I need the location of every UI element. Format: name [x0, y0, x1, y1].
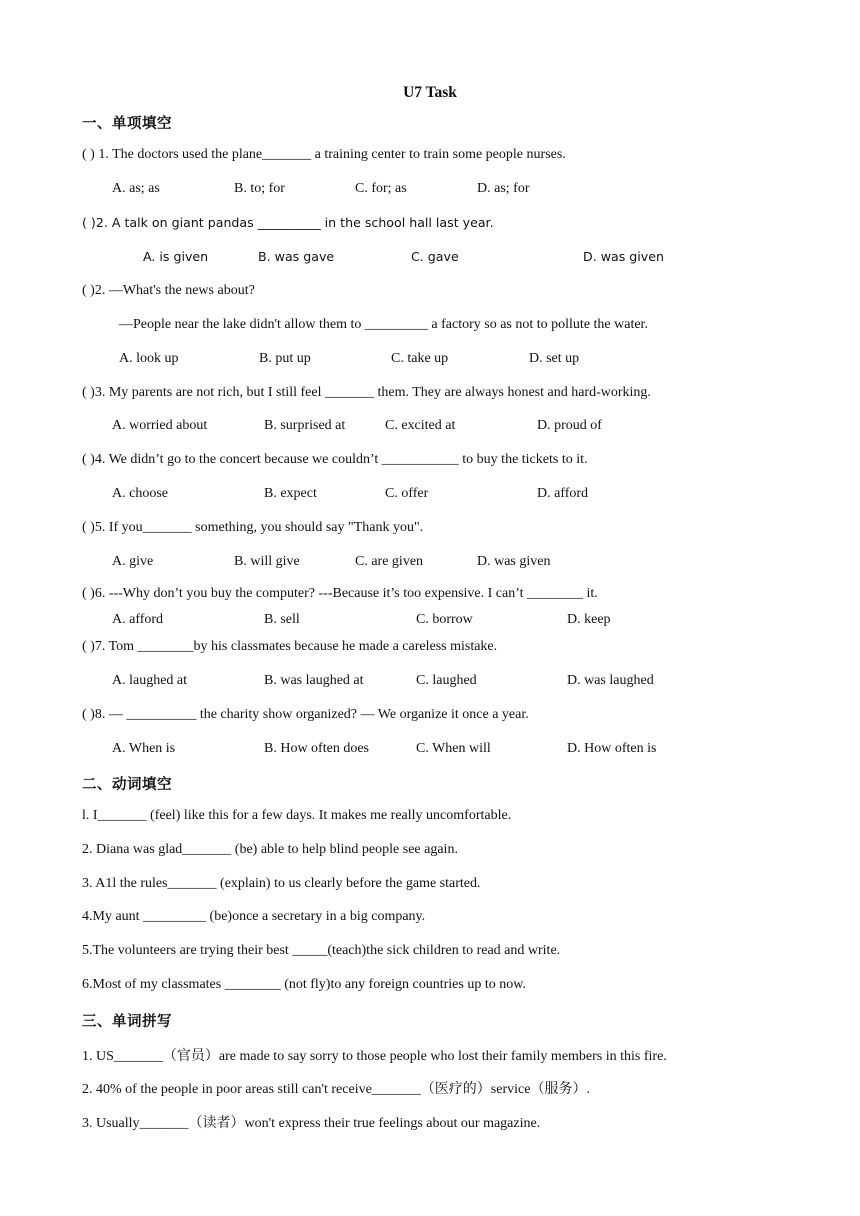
- question-2b-stem: ( )2. —What's the news about?: [82, 283, 255, 298]
- question-3-option-d: D. proud of: [537, 418, 602, 433]
- verb-item: 4.My aunt _________ (be)once a secretary in a big company.: [82, 909, 426, 924]
- question-4-stem: ( )4. We didn’t go to the concert because we couldn’t ___________ to buy the tickets to it.: [82, 452, 588, 467]
- page-title: U7 Task: [403, 84, 457, 101]
- question-7-option-b: B. was laughed at: [264, 673, 364, 688]
- question-3-option-c: C. excited at: [385, 418, 456, 433]
- question-2b-option-c: C. take up: [391, 351, 449, 366]
- question-6-option-b: B. sell: [264, 612, 300, 627]
- question-6-stem: ( )6. ---Why don’t you buy the computer? ---Because it’s too expensive. I can’t ________ it.: [82, 586, 598, 601]
- question-5-option-b: B. will give: [234, 554, 300, 569]
- question-3-stem: ( )3. My parents are not rich, but I still feel _______ them. They are always honest and hard-working.: [82, 385, 651, 400]
- question-3-option-b: B. surprised at: [264, 418, 346, 433]
- question-1-option-c: C. for; as: [355, 181, 407, 196]
- question-8-option-c: C. When will: [416, 741, 491, 756]
- question-7-stem: ( )7. Tom ________by his classmates because he made a careless mistake.: [82, 639, 498, 654]
- section-heading-verb-fill: 二、动词填空: [82, 777, 172, 793]
- question-2b-stem-reply: —People near the lake didn't allow them to _________ a factory so as not to pollute the water.: [119, 317, 648, 332]
- verb-item: 2. Diana was glad_______ (be) able to help blind people see again.: [82, 842, 458, 857]
- question-6-option-c: C. borrow: [416, 612, 473, 627]
- question-4-option-b: B. expect: [264, 486, 317, 501]
- question-8-option-a: A. When is: [112, 741, 176, 756]
- spelling-item: 1. US_______（官员）are made to say sorry to those people who lost their family members in this fire.: [82, 1049, 667, 1064]
- spelling-item: 3. Usually_______（读者）won't express their true feelings about our magazine.: [82, 1116, 541, 1131]
- verb-item: 6.Most of my classmates ________ (not fly)to any foreign countries up to now.: [82, 977, 526, 992]
- question-8-option-b: B. How often does: [264, 741, 369, 756]
- question-7-option-a: A. laughed at: [112, 673, 188, 688]
- question-2a-option-c: C. gave: [411, 249, 459, 264]
- question-3-option-a: A. worried about: [112, 418, 208, 433]
- verb-item: l. I_______ (feel) like this for a few days. It makes me really uncomfortable.: [82, 808, 512, 823]
- question-2b-option-d: D. set up: [529, 351, 580, 366]
- question-2a-option-b: B. was gave: [258, 249, 335, 264]
- question-2a-stem: ( )2. A talk on giant pandas __________ in the school hall last year.: [82, 215, 494, 230]
- question-5-option-c: C. are given: [355, 554, 424, 569]
- question-8-option-d: D. How often is: [567, 741, 657, 756]
- spelling-item: 2. 40% of the people in poor areas still can't receive_______（医疗的）service（服务）.: [82, 1082, 590, 1097]
- question-4-option-c: C. offer: [385, 486, 429, 501]
- question-6-option-d: D. keep: [567, 612, 611, 627]
- question-2a-option-a: A. is given: [143, 249, 209, 264]
- verb-item: 3. A1l the rules_______ (explain) to us clearly before the game started.: [82, 876, 481, 891]
- question-2a-option-d: D. was given: [583, 249, 664, 264]
- section-heading-single-choice: 一、单项填空: [82, 116, 172, 132]
- question-4-option-d: D. afford: [537, 486, 589, 501]
- question-4-option-a: A. choose: [112, 486, 168, 501]
- question-2b-option-a: A. look up: [119, 351, 179, 366]
- question-7-option-d: D. was laughed: [567, 673, 654, 688]
- question-6-option-a: A. afford: [112, 612, 164, 627]
- question-1-option-b: B. to; for: [234, 181, 285, 196]
- verb-item: 5.The volunteers are trying their best _____(teach)the sick children to read and write.: [82, 943, 561, 958]
- question-1-option-d: D. as; for: [477, 181, 530, 196]
- question-1-option-a: A. as; as: [112, 181, 160, 196]
- section-heading-word-spelling: 三、单词拼写: [82, 1014, 172, 1030]
- question-7-option-c: C. laughed: [416, 673, 477, 688]
- question-8-stem: ( )8. — __________ the charity show organized? — We organize it once a year.: [82, 707, 529, 722]
- question-1-stem: ( ) 1. The doctors used the plane_______ a training center to train some people nurses.: [82, 147, 566, 162]
- question-5-option-a: A. give: [112, 554, 154, 569]
- question-5-option-d: D. was given: [477, 554, 551, 569]
- question-5-stem: ( )5. If you_______ something, you should say "Thank you".: [82, 520, 424, 535]
- question-2b-option-b: B. put up: [259, 351, 311, 366]
